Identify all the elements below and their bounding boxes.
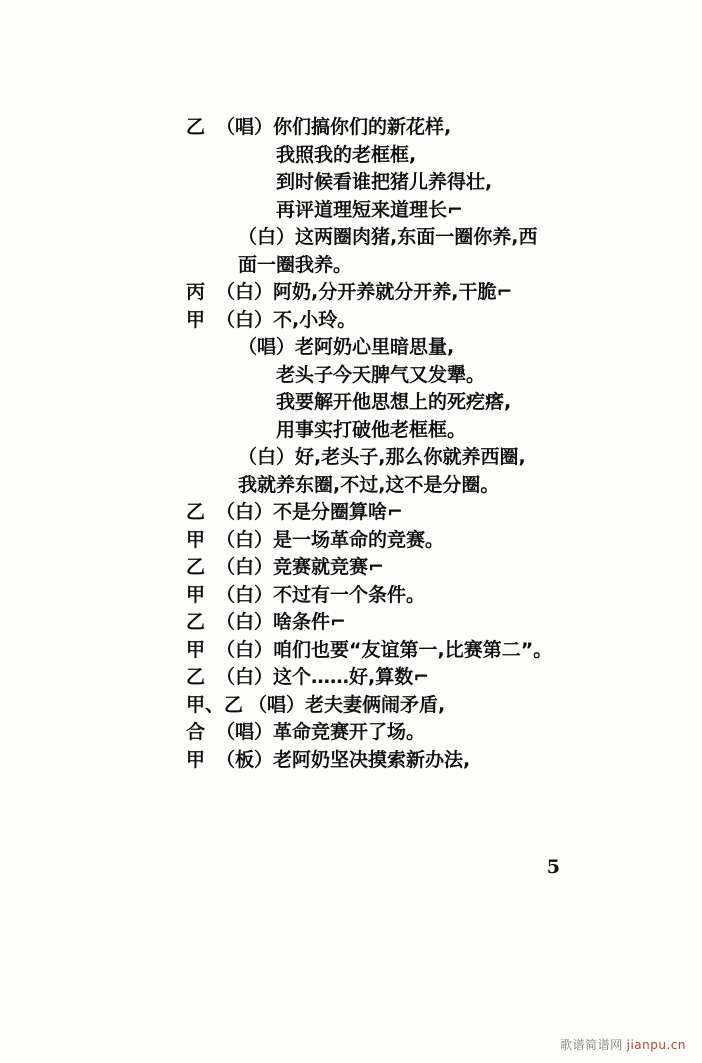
mode-label: （白） bbox=[216, 528, 274, 551]
line-content: 你们搞你们的新花样, bbox=[273, 116, 452, 138]
line-content: 老头子今天脾气又发犟。 bbox=[276, 363, 486, 386]
line-content: 面一圈我养。 bbox=[238, 253, 353, 276]
script-line bbox=[186, 418, 586, 441]
line-content: 用事实打破他老框框。 bbox=[276, 418, 467, 441]
script-line bbox=[186, 693, 586, 716]
script-text-block bbox=[186, 118, 586, 778]
role-label: 乙 bbox=[186, 556, 206, 578]
role-label: 丙 bbox=[186, 281, 206, 303]
line-content: 老阿奶坚决摸索新办法, bbox=[273, 748, 471, 771]
script-line bbox=[186, 748, 586, 771]
line-content: 老阿奶心里暗思量, bbox=[295, 336, 455, 358]
script-line bbox=[186, 308, 586, 331]
role-label: 甲 bbox=[186, 583, 206, 606]
script-line bbox=[186, 393, 586, 412]
mode-label: （白） bbox=[216, 611, 274, 633]
line-content: 不过有一个条件。 bbox=[273, 583, 426, 606]
script-line bbox=[186, 558, 586, 577]
mode-label: （白） bbox=[216, 501, 274, 523]
mode-label: （唱） bbox=[248, 693, 306, 716]
role-label: 合 bbox=[186, 721, 206, 743]
mode-label: （白） bbox=[216, 556, 274, 578]
watermark-text: 歌谱简谱网 bbox=[560, 1038, 623, 1052]
mode-label: （板） bbox=[216, 748, 274, 771]
role-label: 甲 bbox=[186, 638, 206, 661]
line-content: 我照我的老框框, bbox=[276, 143, 417, 166]
line-content: 啥条件⌐ bbox=[273, 611, 346, 633]
line-content: 好,老头子,那么你就养西圈, bbox=[295, 446, 526, 468]
script-line bbox=[186, 448, 586, 467]
role-label: 乙 bbox=[186, 611, 206, 633]
script-line bbox=[186, 253, 586, 276]
role-label: 甲 bbox=[186, 528, 206, 551]
script-line bbox=[186, 198, 586, 221]
script-line bbox=[186, 613, 586, 632]
mode-label: （白） bbox=[216, 666, 274, 688]
line-content: 阿奶,分开养就分开养,干脆⌐ bbox=[273, 281, 513, 303]
mode-label: （白） bbox=[238, 446, 296, 468]
mode-label: （唱） bbox=[238, 336, 296, 358]
role-label: 乙 bbox=[186, 666, 206, 688]
watermark bbox=[560, 1036, 686, 1053]
line-content: 我要解开他思想上的死疙瘩, bbox=[276, 391, 512, 413]
script-line bbox=[186, 338, 586, 357]
mode-label: （唱） bbox=[216, 116, 274, 138]
mode-label: （唱） bbox=[216, 721, 274, 743]
script-line bbox=[186, 118, 586, 137]
script-line bbox=[186, 503, 586, 522]
role-label: 乙 bbox=[186, 501, 206, 523]
line-content: 我就养东圈,不过,这不是分圈。 bbox=[238, 473, 500, 496]
script-line bbox=[186, 583, 586, 606]
script-line bbox=[186, 528, 586, 551]
mode-label: （白） bbox=[216, 308, 274, 331]
line-content: 到时候看谁把猪儿养得壮, bbox=[276, 171, 493, 193]
script-line bbox=[186, 723, 586, 742]
script-line bbox=[186, 473, 586, 496]
role-label: 甲 bbox=[186, 748, 206, 771]
page-number: 5 bbox=[546, 856, 560, 878]
line-content: 再评道理短来道理长⌐ bbox=[276, 198, 463, 221]
line-content: 不,小玲。 bbox=[273, 308, 357, 331]
line-content: 咱们也要“友谊第一,比赛第二”。 bbox=[273, 638, 553, 661]
script-line bbox=[186, 363, 586, 386]
mode-label: （白） bbox=[238, 226, 296, 248]
role-label: 甲、乙 bbox=[186, 693, 244, 716]
line-content: 这个……好,算数⌐ bbox=[273, 666, 430, 688]
mode-label: （白） bbox=[216, 638, 274, 661]
script-line bbox=[186, 283, 586, 302]
line-content: 这两圈肉猪,东面一圈你养,西 bbox=[295, 226, 538, 248]
line-content: 不是分圈算啥⌐ bbox=[273, 501, 403, 523]
line-content: 是一场革命的竞赛。 bbox=[273, 528, 445, 551]
role-label: 甲 bbox=[186, 308, 206, 331]
script-line bbox=[186, 173, 586, 192]
script-line bbox=[186, 668, 586, 687]
mode-label: （白） bbox=[216, 281, 274, 303]
role-label: 乙 bbox=[186, 116, 206, 138]
script-line bbox=[186, 143, 586, 166]
script-line bbox=[186, 228, 586, 247]
script-line bbox=[186, 638, 586, 661]
mode-label: （白） bbox=[216, 583, 274, 606]
line-content: 竞赛就竞赛⌐ bbox=[273, 556, 384, 578]
line-content: 革命竞赛开了场。 bbox=[273, 721, 426, 743]
watermark-site: jianpu.cn bbox=[626, 1038, 686, 1052]
line-content: 老夫妻俩闹矛盾, bbox=[305, 693, 446, 716]
